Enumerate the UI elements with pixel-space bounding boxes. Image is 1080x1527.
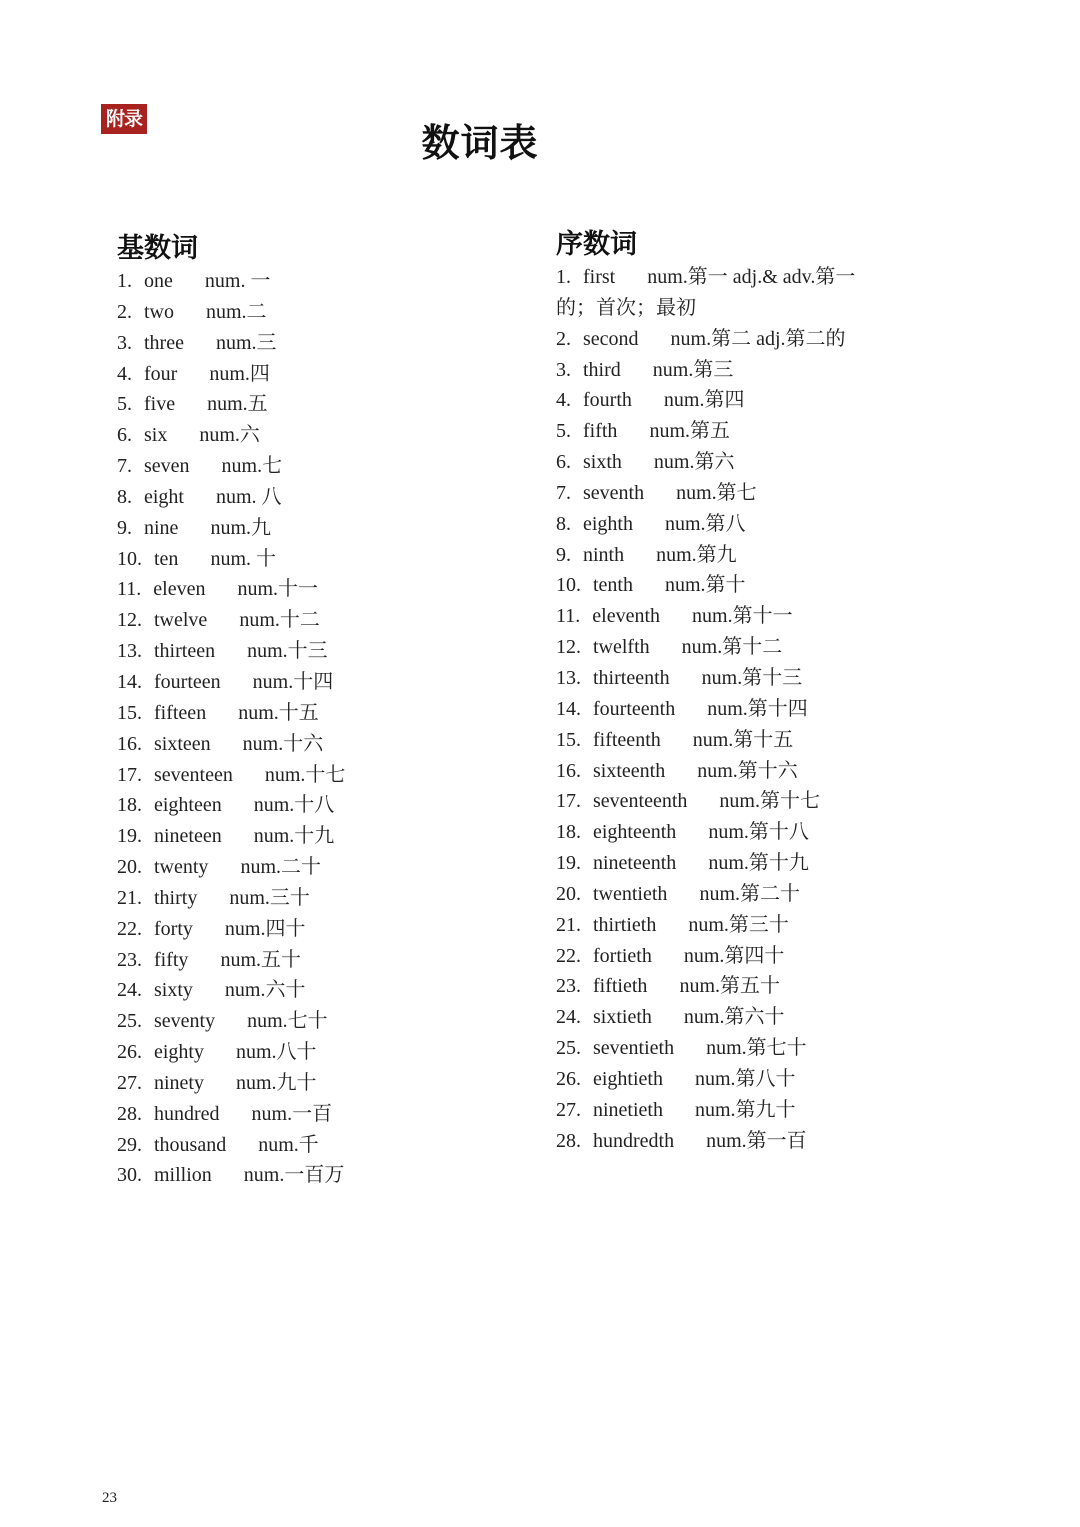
item-meaning: num.第十四 [707,697,808,720]
item-number: 15. [556,728,581,751]
item-number: 20. [556,882,581,905]
list-item [117,636,345,667]
item-meaning: num.十七 [264,763,346,786]
item-meaning: num.一百万 [243,1164,345,1187]
item-word: fourteenth [593,697,676,720]
list-item [117,574,345,605]
item-meaning: num.第三十 [688,913,789,936]
item-number: 9. [556,543,571,566]
item-meaning: num.第四 [663,389,745,412]
item-number: 4. [556,389,571,412]
item-word: five [144,393,176,416]
list-item [556,385,886,416]
list-item [117,760,345,791]
item-meaning: num.第五十 [679,975,780,998]
item-number: 20. [117,856,142,879]
list-item [117,1006,345,1037]
item-word: three [144,331,184,354]
list-item [117,482,345,513]
item-number: 17. [117,763,142,786]
item-number: 8. [556,512,571,535]
item-meaning: num. 八 [216,485,282,508]
item-number: 15. [117,701,142,724]
item-number: 21. [117,886,142,909]
list-item [117,1099,345,1130]
page-number: 23 [102,1490,117,1506]
item-meaning: num.九 [210,516,271,539]
list-item [556,355,886,386]
item-number: 30. [117,1164,142,1187]
item-word: fifteen [154,701,207,724]
list-item [117,1068,345,1099]
list-item [556,478,886,509]
item-number: 6. [117,424,132,447]
item-meaning: num.第四十 [683,944,785,967]
item-word: two [144,300,174,323]
item-meaning: num.六 [199,424,260,447]
item-number: 3. [117,331,132,354]
item-word: seventeenth [593,790,688,813]
item-word: fifth [583,420,618,443]
item-word: ninth [583,543,625,566]
list-item [556,262,886,324]
item-number: 10. [556,574,581,597]
item-meaning: num.四 [209,362,270,385]
item-meaning: num.第六十 [683,1006,785,1029]
item-meaning: num.十九 [253,825,335,848]
list-item [117,297,345,328]
item-meaning: num.第十二 [681,636,783,659]
item-meaning: num.七 [221,455,283,478]
list-item [117,266,345,297]
list-item [556,971,886,1002]
list-item [556,1002,886,1033]
item-number: 21. [556,913,581,936]
item-word: thirtieth [593,913,657,936]
item-word: first [583,266,616,288]
item-number: 2. [556,327,571,350]
list-item [556,694,886,725]
item-word: third [583,358,621,381]
list-item [117,420,345,451]
item-meaning: num.第十八 [708,821,809,844]
item-word: twelve [154,609,208,632]
item-number: 1. [117,270,132,292]
list-item [117,389,345,420]
item-number: 10. [117,547,142,570]
item-number: 13. [556,666,581,689]
item-word: seventh [583,481,645,504]
list-item [117,698,345,729]
item-meaning: num.六十 [224,979,306,1002]
item-meaning: num.第三 [652,358,734,381]
item-meaning: num.八十 [236,1041,317,1064]
item-meaning: num.二 [206,300,267,323]
item-meaning: num.十一 [237,578,319,601]
list-item [556,416,886,447]
item-meaning: num.第十七 [719,790,820,813]
item-word: million [154,1164,212,1187]
item-number: 2. [117,300,132,323]
item-meaning: num.十三 [247,640,328,663]
item-number: 8. [117,485,132,508]
item-word: sixty [154,979,193,1002]
item-word: hundred [154,1102,220,1125]
item-word: ninetieth [593,1098,663,1121]
item-word: ten [154,547,179,570]
item-word: seventeen [154,763,233,786]
list-item [117,821,345,852]
list-item [556,817,886,848]
item-word: sixteenth [593,759,666,782]
item-number: 14. [117,670,142,693]
item-meaning: num.十八 [253,794,335,817]
item-number: 4. [117,362,132,385]
item-meaning: num.四十 [224,917,306,940]
item-number: 28. [556,1129,581,1152]
item-number: 22. [556,944,581,967]
item-word: seventieth [593,1037,675,1060]
item-meaning: num.千 [258,1133,319,1156]
item-number: 12. [556,636,581,659]
item-meaning: num.第八十 [694,1067,796,1090]
list-item [117,945,345,976]
list-item [117,605,345,636]
item-word: fiftieth [593,975,648,998]
item-number: 18. [117,794,142,817]
item-word: four [144,362,178,385]
item-number: 23. [117,948,142,971]
list-item [556,1064,886,1095]
item-meaning: num.第十一 [692,605,793,628]
item-meaning: num.第二 adj.第二的 [670,327,846,350]
item-word: thirteenth [593,666,670,689]
list-item [556,447,886,478]
item-number: 17. [556,790,581,813]
list-item [117,451,345,482]
item-word: fortieth [593,944,652,967]
list-item [117,359,345,390]
item-meaning: num.第十五 [692,728,794,751]
item-meaning: num.二十 [240,856,321,879]
list-item [556,756,886,787]
ordinal-list [556,262,886,1156]
item-word: eleven [153,578,206,601]
item-word: twentieth [593,882,668,905]
item-number: 26. [556,1067,581,1090]
item-number: 18. [556,821,581,844]
item-word: twelfth [593,636,650,659]
list-item [556,540,886,571]
item-meaning: num.十六 [242,732,324,755]
item-number: 9. [117,516,132,539]
item-meaning: num.第七十 [706,1037,807,1060]
item-number: 5. [117,393,132,416]
item-number: 7. [556,481,571,504]
item-meaning: num.十五 [238,701,319,724]
item-word: forty [154,917,193,940]
appendix-badge: 附录 [101,104,147,134]
list-item [556,570,886,601]
cardinal-heading: 基数词 [117,233,198,264]
item-number: 26. [117,1041,142,1064]
item-word: six [144,424,168,447]
item-number: 23. [556,975,581,998]
list-item [556,1033,886,1064]
item-number: 24. [117,979,142,1002]
list-item [556,663,886,694]
ordinal-heading: 序数词 [556,229,637,260]
item-meaning: num.九十 [236,1071,317,1094]
list-item [556,941,886,972]
item-word: nineteenth [593,852,677,875]
item-number: 24. [556,1006,581,1029]
item-number: 22. [117,917,142,940]
item-word: thirteen [154,640,216,663]
item-number: 12. [117,609,142,632]
item-word: eighteenth [593,821,677,844]
item-number: 16. [117,732,142,755]
item-word: fifteenth [593,728,661,751]
list-item [117,729,345,760]
item-meaning: num.一百 [251,1102,333,1125]
item-word: twenty [154,856,209,879]
item-meaning: num.五 [207,393,268,416]
list-item [117,544,345,575]
list-item [117,790,345,821]
list-item [556,1095,886,1126]
list-item [117,1037,345,1068]
item-number: 11. [117,578,142,601]
item-word: nineteen [154,825,222,848]
item-number: 25. [117,1010,142,1033]
item-word: eighth [583,512,633,535]
list-item [117,914,345,945]
item-number: 3. [556,358,571,381]
item-word: ninety [154,1071,204,1094]
list-item [117,513,345,544]
item-meaning: num.第九十 [694,1098,796,1121]
item-meaning: num.第五 [649,420,730,443]
list-item [556,601,886,632]
item-number: 28. [117,1102,142,1125]
list-item [117,852,345,883]
item-meaning: num.第十三 [701,666,803,689]
page-title: 数词表 [421,121,539,165]
item-number: 27. [556,1098,581,1121]
item-word: eleventh [592,605,661,628]
item-meaning: num.十四 [252,670,334,693]
item-meaning: num.七十 [247,1010,328,1033]
item-number: 1. [556,266,571,288]
list-item [556,324,886,355]
item-meaning: num.第一百 [706,1129,807,1152]
item-meaning: num. 十 [210,547,276,570]
list-item [117,328,345,359]
item-number: 5. [556,420,571,443]
item-meaning: num.三 [215,331,277,354]
item-word: tenth [593,574,633,597]
item-meaning: num.五十 [220,948,301,971]
item-number: 19. [117,825,142,848]
item-word: thousand [154,1133,227,1156]
item-number: 14. [556,697,581,720]
item-word: sixtieth [593,1006,652,1029]
list-item [556,509,886,540]
item-word: hundredth [593,1129,675,1152]
item-number: 25. [556,1037,581,1060]
item-meaning: num.三十 [229,886,310,909]
list-item [117,667,345,698]
list-item [117,1160,345,1191]
item-word: eight [144,485,184,508]
item-word: eighteen [154,794,222,817]
item-number: 19. [556,852,581,875]
item-meaning: num.第十 [665,574,746,597]
item-meaning: num.第六 [653,451,735,474]
item-meaning: num.第十六 [697,759,798,782]
item-number: 11. [556,605,581,628]
item-word: eighty [154,1041,204,1064]
list-item [556,848,886,879]
item-word: eightieth [593,1067,663,1090]
item-word: fourth [583,389,632,412]
item-number: 6. [556,451,571,474]
item-word: sixth [583,451,622,474]
item-word: nine [144,516,179,539]
item-number: 29. [117,1133,142,1156]
item-meaning: num.第七 [676,481,757,504]
item-word: thirty [154,886,198,909]
item-word: second [583,327,639,350]
item-number: 13. [117,640,142,663]
item-word: seventy [154,1010,216,1033]
list-item [556,786,886,817]
list-item [117,975,345,1006]
list-item [556,632,886,663]
list-item [117,883,345,914]
item-word: sixteen [154,732,211,755]
item-meaning: num. 一 [204,270,271,292]
item-word: fifty [154,948,189,971]
item-meaning: num.十二 [239,609,320,632]
item-number: 27. [117,1071,142,1094]
cardinal-list [117,266,345,1191]
list-item [556,725,886,756]
item-meaning: num.第八 [665,512,746,535]
list-item [556,910,886,941]
item-word: fourteen [154,670,221,693]
item-number: 16. [556,759,581,782]
item-meaning: num.第二十 [699,882,800,905]
item-meaning: num.第九 [656,543,737,566]
list-item [556,1126,886,1157]
item-word: one [144,270,173,292]
list-item [117,1130,345,1161]
item-meaning: num.第十九 [708,852,809,875]
item-number: 7. [117,455,132,478]
item-word: seven [144,455,190,478]
list-item [556,879,886,910]
item-meaning: num.第一 adj.& adv.第一的；首次；最初 [556,266,856,319]
